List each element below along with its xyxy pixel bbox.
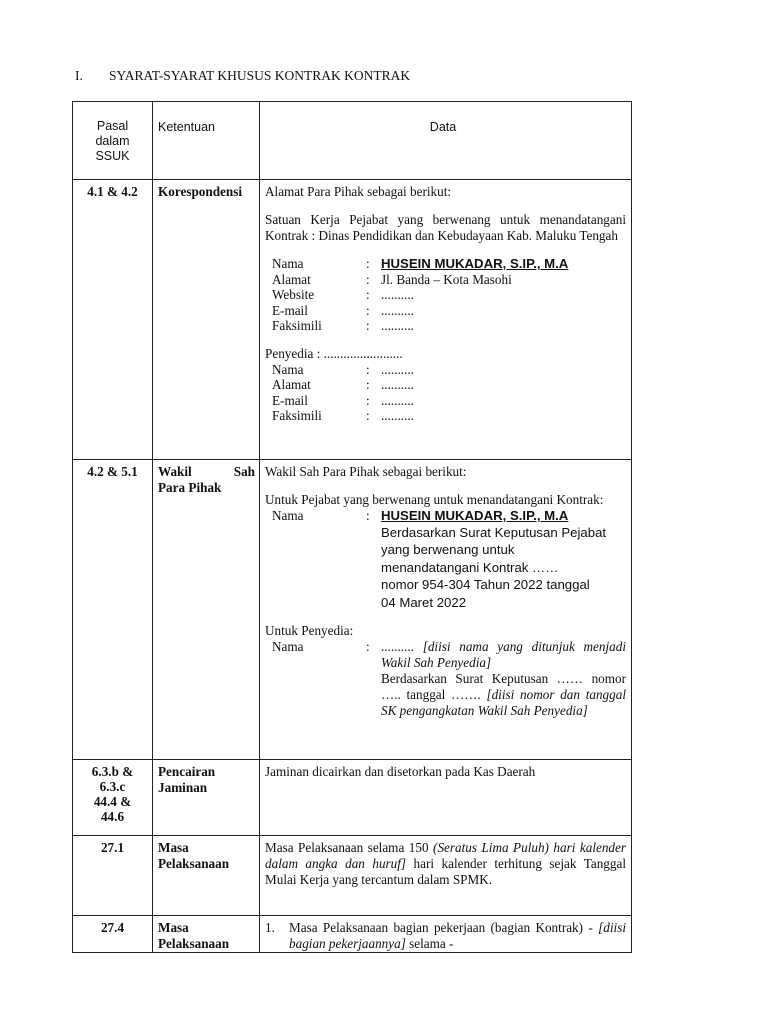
penyedia-faksimili: Faksimili : .......... [272,408,414,423]
row-ketentuan: Masa Pelaksanaan [153,916,260,953]
row-data [260,180,632,460]
table-row [73,836,632,916]
satuan-kerja-text: Satuan Kerja Pejabat yang berwenang untuk menandatangani Kontrak : Dinas Pendidikan dan Kebudayaan Kab. Maluku Tengah [265,212,626,243]
pejabat-website: Website : .......... [272,287,414,302]
row-ketentuan: Pencairan Jaminan [153,760,260,836]
row-data [260,916,632,953]
list-item: 1. Masa Pelaksanaan bagian pekerjaan (bagian Kontrak) - [diisi bagian pekerjaannya] selama - [265,920,627,951]
row-data [260,460,632,760]
table-header-row [73,102,632,180]
section-number: I. [75,68,83,83]
penyedia-label: Penyedia : ........................ [265,345,403,361]
penyedia-nama: Nama : .......... [272,361,414,377]
penyedia-details [265,362,626,424]
header-pasal [73,102,153,180]
alamat-intro: Alamat Para Pihak sebagai berikut: [265,184,452,199]
penyedia-email: E-mail : .......... [272,392,414,408]
row-ketentuan: Wakil Sah Para Pihak [153,460,260,760]
row-pasal: 4.1 & 4.2 [73,180,153,460]
row-pasal: 27.1 [73,836,153,916]
table-row [73,460,632,760]
row-pasal: 6.3.b & 6.3.c 44.4 & 44.6 [73,760,153,836]
untuk-penyedia: Untuk Penyedia: [265,623,354,638]
pejabat-email: E-mail : .......... [272,302,414,318]
table-row [73,180,632,460]
pejabat-alamat: Alamat : Jl. Banda – Kota Masohi [272,271,512,287]
pejabat-nama: Nama : HUSEIN MUKADAR, S.IP., M.A [272,256,569,271]
header-pasal-line: Pasal [96,119,129,133]
row-pasal: 4.2 & 5.1 [73,460,153,760]
row-data [260,836,632,916]
row-ketentuan: Masa Pelaksanaan [153,836,260,916]
header-ketentuan: Ketentuan [153,102,260,180]
sk-penyedia: Berdasarkan Surat Keputusan …… nomor ….. tanggal ……. [diisi nomor dan tanggal SK pengangkatan Wakil Sah Penyedia] [381,671,626,718]
contract-table [72,101,632,953]
wakil-intro: Wakil Sah Para Pihak sebagai berikut: [265,464,467,479]
section-title: SYARAT-SYARAT KHUSUS KONTRAK KONTRAK [109,68,411,83]
header-data: Data [260,102,632,180]
wakil-pejabat-nama: Nama : HUSEIN MUKADAR, S.IP., M.A [272,508,569,523]
wakil-penyedia-nama: Nama : .......... [diisi nama yang ditunjuk menjadi Wakil Sah Penyedia] [272,639,627,670]
masa-pelaksanaan-text: Masa Pelaksanaan selama 150 (Seratus Lima Puluh) hari kalender dalam angka dan huruf] hari kalender terhitung sejak Tanggal Mulai Kerja yang tercantum dalam SPMK. [265,840,627,887]
row-data [260,760,632,836]
section-heading [75,68,410,84]
sk-pejabat: Berdasarkan Surat Keputusan Pejabat yang berwenang untuk menandatangani Kontrak …… nomor 954-304 Tahun 2022 tanggal 04 Maret 2022 [381,524,607,610]
table-row [73,916,632,953]
untuk-pejabat: Untuk Pejabat yang berwenang untuk menandatangani Kontrak: [265,492,604,507]
row-pasal: 27.4 [73,916,153,953]
penyedia-alamat: Alamat : .......... [272,377,414,392]
pejabat-details [265,256,626,334]
jaminan-text: Jaminan dicairkan dan disetorkan pada Kas Daerah [265,764,536,779]
table-row [73,760,632,836]
pejabat-faksimili: Faksimili : .......... [272,318,414,333]
row-ketentuan: Korespondensi [153,180,260,460]
header-pasal-line: dalam [95,134,130,148]
header-pasal-line: SSUK [95,149,130,163]
